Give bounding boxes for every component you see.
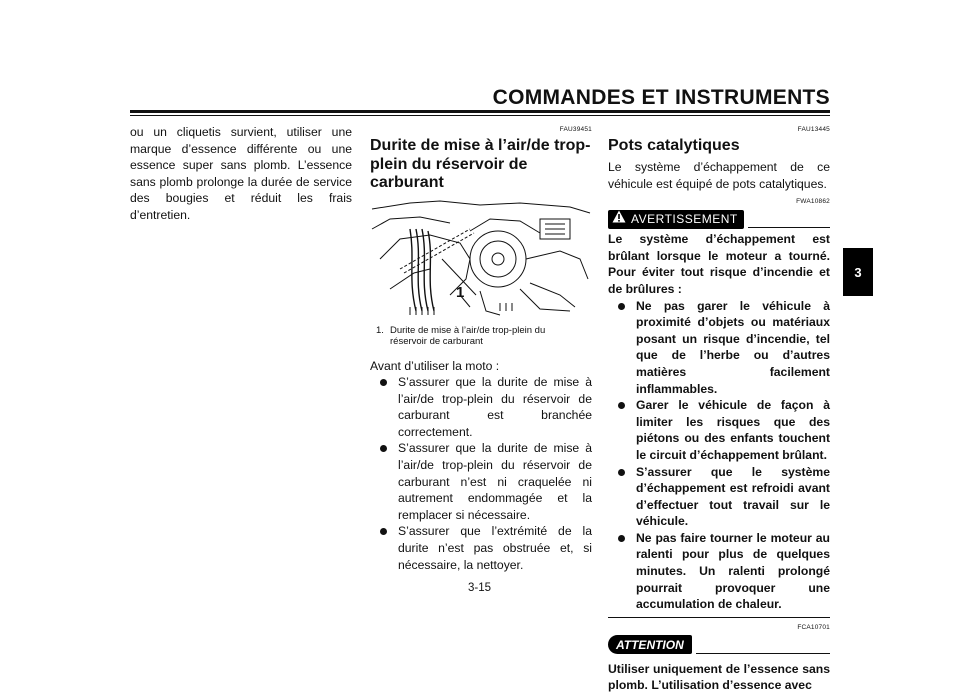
- intro-text: Le système d’échappement de ce véhicule est équipé de pots catalytiques.: [608, 160, 830, 191]
- attention-text: Utiliser uniquement de l’essence sans plomb. L’utilisation d’essence avec: [608, 661, 830, 693]
- column-middle: [370, 124, 592, 573]
- list-item: [608, 397, 830, 463]
- check-list: [370, 374, 592, 573]
- list-item: [608, 298, 830, 398]
- warning-end-rule: [608, 617, 830, 618]
- bullet-icon: [380, 445, 387, 452]
- figure-callout-1: 1: [456, 283, 465, 301]
- list-item-text: Garer le véhicule de façon à limiter les risques que des piétons ou des enfants touchent le circuit d’échappement brûlant.: [636, 398, 830, 462]
- list-item: [370, 440, 592, 523]
- section-heading: Pots catalytiques: [608, 137, 740, 154]
- bullet-icon: [380, 528, 387, 535]
- list-item-text: S’assurer que la durite de mise à l’air/de trop-plein du réservoir de carburant est branchée correctement.: [398, 375, 592, 439]
- list-item-text: Ne pas garer le véhicule à proximité d’objets ou matériaux posant un risque d’incendie, tel que de l’herbe ou d’autres matières facilement inflammables.: [636, 298, 830, 396]
- bullet-icon: [618, 303, 625, 310]
- chapter-tab[interactable]: 3: [843, 248, 873, 296]
- attention-code: FCA10701: [797, 623, 830, 631]
- breather-hose-illustration: [370, 199, 592, 319]
- warning-header: [608, 209, 830, 229]
- warning-list: [608, 298, 830, 613]
- attention-rule: [696, 653, 830, 654]
- section-code: FAU39451: [559, 126, 592, 133]
- bullet-icon: [618, 402, 625, 409]
- list-item: [370, 374, 592, 440]
- engine-drawing: [370, 199, 592, 319]
- list-item: [608, 530, 830, 613]
- header-title: COMMANDES ET INSTRUMENTS: [492, 86, 830, 109]
- list-item: [608, 464, 830, 530]
- bullet-icon: [380, 379, 387, 386]
- list-item-text: S’assurer que la durite de mise à l’air/de trop-plein du réservoir de carburant n’est ni craquelée ni autrement endommagée et la remplacer si nécessaire.: [398, 441, 592, 522]
- column-right: [608, 124, 830, 694]
- section-code: FAU13445: [797, 126, 830, 133]
- warning-badge: [608, 210, 744, 229]
- header-rule-thick: [130, 110, 830, 113]
- intro-text: Avant d’utiliser la moto :: [370, 358, 500, 373]
- header-rule-thin: [130, 115, 830, 116]
- list-item: [370, 523, 592, 573]
- bullet-icon: [618, 469, 625, 476]
- section-heading: Durite de mise à l’air/de trop-plein du réservoir de carburant: [370, 137, 591, 191]
- attention-header: [608, 635, 830, 655]
- column-left: [130, 124, 352, 224]
- list-item-text: Ne pas faire tourner le moteur au ralenti pour plus de quelques minutes. Un ralenti prolongé pourrait provoquer une accumulation de chaleur.: [636, 530, 830, 612]
- warning-rule: [748, 227, 830, 228]
- caption-number: 1.: [376, 324, 384, 336]
- list-item-text: S’assurer que l’extrémité de la durite n’est pas obstruée et, si nécessaire, la nettoyer.: [398, 524, 592, 572]
- warning-intro: Le système d’échappement est brûlant lorsque le moteur a tourné. Pour éviter tout risque d’incendie et de brûlures :: [608, 232, 830, 296]
- attention-badge: ATTENTION: [608, 635, 692, 654]
- warning-code: FWA10862: [796, 198, 830, 206]
- caption-line-2: réservoir de carburant: [390, 336, 483, 347]
- caption-line-1: Durite de mise à l’air/de trop-plein du: [390, 324, 546, 336]
- continuation-paragraph: ou un cliquetis survient, utiliser une marque d’essence différente ou une essence super sans plomb. L’essence sans plomb prolonge la durée de service des bougies et réduit les frais d’entretien.: [130, 125, 352, 222]
- list-item-text: S’assurer que le système d’échappement est refroidi avant d’effectuer tout travail sur le véhicule.: [636, 464, 830, 529]
- warning-label: AVERTISSEMENT: [631, 211, 738, 226]
- figure-caption: [370, 325, 592, 348]
- bullet-icon: [618, 535, 625, 542]
- warning-triangle-icon: [612, 210, 626, 228]
- page-number: 3-15: [468, 582, 492, 594]
